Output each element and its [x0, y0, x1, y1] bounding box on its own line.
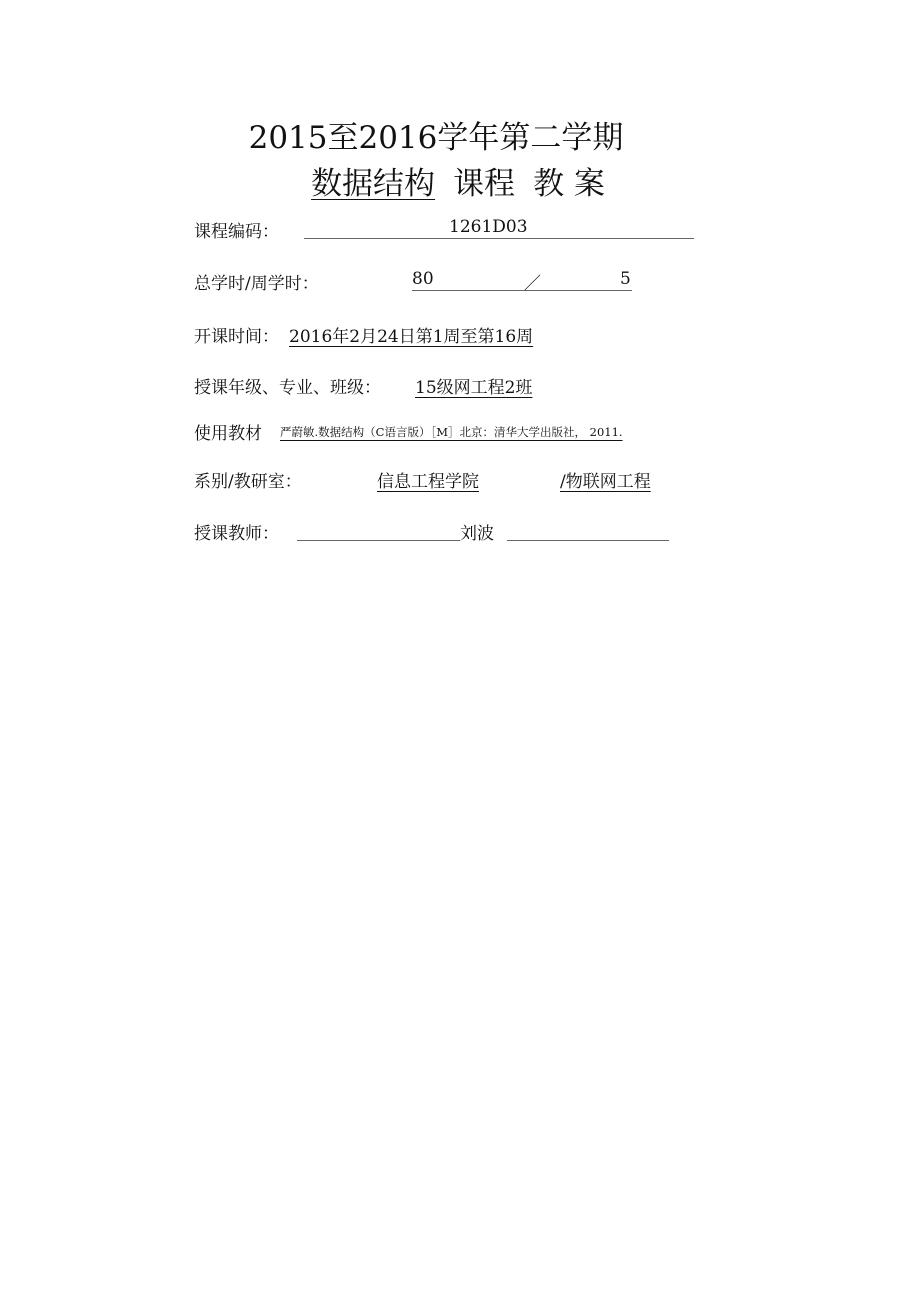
department-label: 系别/教研室：	[194, 472, 302, 492]
teacher-label: 授课教师：	[194, 524, 279, 544]
department-row	[194, 467, 714, 497]
weekly-hours-value: 5	[620, 269, 631, 289]
class-row	[194, 373, 714, 403]
teacher-underline-right	[507, 540, 669, 541]
office-value: /物联网工程	[560, 472, 651, 492]
course-name: 数据结构	[311, 166, 436, 202]
course-code-value: 1261D03	[449, 217, 528, 237]
textbook-value: 严蔚敏.数据结构（C语言版）［M］北京：清华大学出版社， 2011.	[280, 425, 623, 439]
class-value: 15级网工程2班	[415, 378, 533, 398]
textbook-row	[194, 419, 714, 449]
class-label: 授课年级、专业、班级：	[194, 378, 381, 398]
lesson-plan-suffix: 教 案	[533, 166, 605, 202]
hours-underline	[412, 290, 632, 291]
hours-separator: ／	[524, 274, 541, 294]
hours-row	[194, 269, 714, 299]
course-suffix: 课程	[453, 166, 516, 202]
teacher-underline-left	[297, 540, 460, 541]
course-title	[0, 158, 918, 203]
textbook-label: 使用教材	[194, 424, 262, 444]
hours-label: 总学时/周学时：	[194, 274, 319, 294]
start-time-row	[194, 322, 714, 352]
term-title: 2015至2016学年第二学期	[248, 120, 624, 156]
total-hours-value: 80	[412, 269, 434, 289]
start-time-value: 2016年2月24日第1周至第16周	[289, 327, 534, 347]
course-code-row	[194, 217, 714, 247]
department-value: 信息工程学院	[377, 472, 479, 492]
course-code-underline	[304, 238, 694, 239]
teacher-row	[194, 519, 714, 549]
course-code-label: 课程编码：	[194, 222, 279, 242]
teacher-value: 刘波	[460, 524, 494, 544]
start-time-label: 开课时间：	[194, 327, 279, 347]
